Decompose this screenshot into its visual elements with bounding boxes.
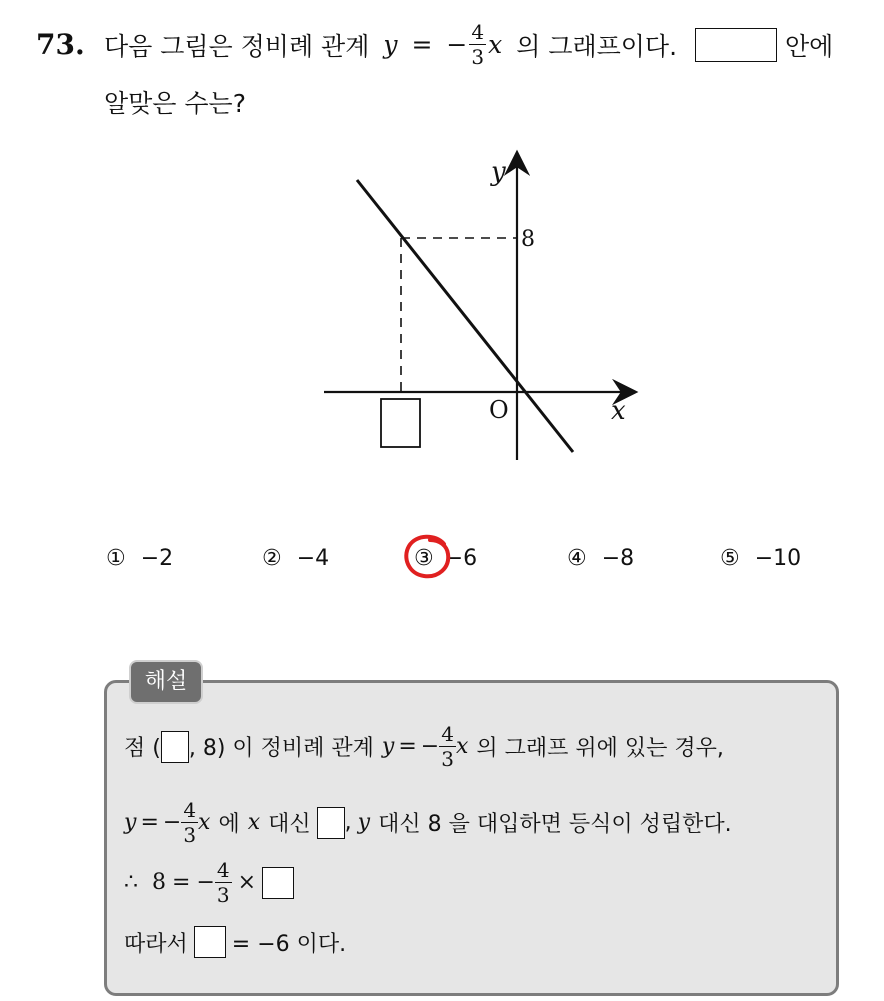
choice-1-mark: ① — [106, 546, 126, 571]
sol2-text-d: 대신 8 을 대입하면 등식이 성립한다. — [378, 812, 732, 837]
var-y: y — [383, 30, 398, 59]
choice-4[interactable] — [567, 546, 634, 571]
sol2-blank-box — [317, 807, 345, 839]
choice-3-value: −6 — [444, 546, 478, 571]
sol1-var-y: y — [381, 734, 395, 759]
sol3-blank-box — [262, 867, 294, 899]
choice-4-mark: ④ — [567, 546, 587, 571]
choice-1[interactable] — [106, 546, 173, 571]
minus-sign: − — [446, 30, 468, 59]
choice-2[interactable] — [262, 546, 329, 571]
choice-5[interactable] — [720, 546, 801, 571]
sol2-text-c: , — [344, 810, 352, 835]
sol2-frac-den: 3 — [183, 823, 197, 847]
sol2-minus: − — [162, 810, 182, 835]
y-axis-label: y — [491, 157, 506, 187]
choice-3-mark: ③ — [414, 546, 434, 571]
sol1-fraction — [439, 724, 456, 769]
sol3-times: × — [237, 870, 257, 895]
choice-5-value: −10 — [754, 546, 802, 571]
sol2-text-b: 대신 — [268, 812, 311, 837]
var-x: x — [488, 30, 503, 59]
question-text-b: 의 그래프이다. — [516, 31, 678, 61]
sol2-fraction — [181, 800, 198, 845]
y-tick-label-8: 8 — [521, 227, 535, 252]
solution-line-3 — [124, 860, 294, 905]
choice-1-value: −2 — [140, 546, 174, 571]
sol3-equals: = — [172, 870, 191, 895]
sol1-var-x: x — [455, 734, 469, 759]
question-number: 73. — [36, 28, 85, 61]
sol2-var-x-2: x — [247, 810, 261, 835]
sol3-fraction — [215, 860, 232, 905]
fraction-four-thirds — [469, 22, 486, 67]
choice-2-mark: ② — [262, 546, 282, 571]
question-line-2: 알맞은 수는? — [104, 89, 246, 118]
graph-answer-box — [381, 399, 420, 447]
equals-sign: = — [411, 30, 433, 59]
solution-line-2 — [124, 800, 732, 845]
solution-line-4 — [124, 926, 346, 958]
solution-line-1 — [124, 724, 724, 769]
sol2-frac-num: 4 — [183, 798, 197, 822]
sol2-var-y-2: y — [357, 810, 371, 835]
sol1-equals: = — [398, 734, 417, 759]
sol1-text-a: 점 ( — [124, 736, 161, 761]
sol4-text-b: = −6 이다. — [231, 931, 347, 957]
proportion-graph — [300, 140, 660, 480]
origin-label: O — [489, 396, 509, 424]
sol1-blank-box — [161, 731, 189, 763]
sol1-text-b: , 8) 이 정비례 관계 — [188, 736, 374, 761]
sol3-frac-num: 4 — [216, 858, 230, 882]
selected-answer-circle — [400, 530, 456, 584]
sol3-minus: − — [196, 870, 215, 895]
choice-5-mark: ⑤ — [720, 546, 740, 571]
sol2-var-x: x — [198, 810, 211, 835]
sol3-frac-den: 3 — [216, 883, 230, 907]
answer-blank-box — [695, 28, 777, 62]
question-text-a: 다음 그림은 정비례 관계 — [104, 31, 370, 61]
sol2-equals: = — [140, 810, 159, 835]
sol1-minus: − — [420, 734, 440, 759]
fraction-numerator: 4 — [471, 20, 485, 44]
sol3-eight: 8 — [152, 870, 166, 895]
sol2-text-a: 에 — [218, 812, 240, 837]
sol1-text-c: 의 그래프 위에 있는 경우, — [476, 736, 724, 761]
choice-4-value: −8 — [601, 546, 635, 571]
x-axis-label: x — [611, 396, 626, 426]
solution-tag: 해설 — [129, 660, 203, 704]
sol2-var-y: y — [124, 810, 137, 835]
question-line-1 — [104, 22, 833, 67]
sol1-frac-num: 4 — [441, 722, 454, 746]
sol4-blank-box — [194, 926, 226, 958]
sol1-frac-den: 3 — [441, 747, 454, 771]
sol4-text-a: 따라서 — [124, 931, 188, 957]
question-text-c: 안에 — [785, 31, 834, 61]
sol3-therefore: ∴ — [124, 870, 138, 895]
fraction-denominator: 3 — [471, 45, 485, 69]
choice-2-value: −4 — [296, 546, 330, 571]
